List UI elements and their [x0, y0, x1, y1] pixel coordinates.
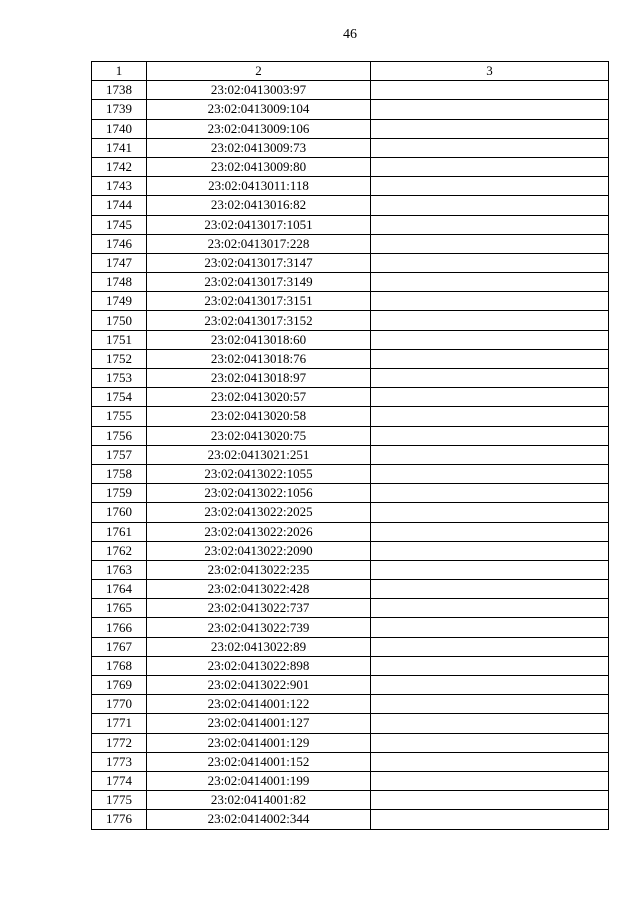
- row-number-cell: 1771: [92, 714, 147, 733]
- cadastral-number-cell: 23:02:0413022:1055: [147, 464, 371, 483]
- table-row: [92, 637, 609, 656]
- cadastral-number-cell: 23:02:0413009:104: [147, 100, 371, 119]
- cadastral-number-cell: 23:02:0413017:3149: [147, 273, 371, 292]
- cadastral-number-cell: 23:02:0413022:2026: [147, 522, 371, 541]
- table-row: [92, 215, 609, 234]
- table-row: [92, 791, 609, 810]
- table-row: [92, 541, 609, 560]
- note-cell: [371, 349, 609, 368]
- row-number-cell: 1758: [92, 464, 147, 483]
- cadastral-number-cell: 23:02:0413022:2090: [147, 541, 371, 560]
- row-number-cell: 1762: [92, 541, 147, 560]
- row-number-cell: 1774: [92, 771, 147, 790]
- cadastral-number-cell: 23:02:0413018:76: [147, 349, 371, 368]
- note-cell: [371, 599, 609, 618]
- row-number-cell: 1775: [92, 791, 147, 810]
- cadastral-number-cell: 23:02:0413022:737: [147, 599, 371, 618]
- row-number-cell: 1740: [92, 119, 147, 138]
- row-number-cell: 1741: [92, 138, 147, 157]
- table-row: [92, 349, 609, 368]
- note-cell: [371, 273, 609, 292]
- cadastral-number-cell: 23:02:0413017:1051: [147, 215, 371, 234]
- note-cell: [371, 369, 609, 388]
- table-row: [92, 733, 609, 752]
- row-number-cell: 1765: [92, 599, 147, 618]
- table-row: [92, 522, 609, 541]
- row-number-cell: 1749: [92, 292, 147, 311]
- note-cell: [371, 503, 609, 522]
- row-number-cell: 1767: [92, 637, 147, 656]
- cadastral-number-cell: 23:02:0413022:901: [147, 676, 371, 695]
- cadastral-number-cell: 23:02:0413017:228: [147, 234, 371, 253]
- note-cell: [371, 292, 609, 311]
- cadastral-number-cell: 23:02:0414001:199: [147, 771, 371, 790]
- row-number-cell: 1760: [92, 503, 147, 522]
- note-cell: [371, 810, 609, 829]
- cadastral-number-cell: 23:02:0413022:1056: [147, 484, 371, 503]
- cadastral-number-cell: 23:02:0413018:97: [147, 369, 371, 388]
- row-number-cell: 1748: [92, 273, 147, 292]
- table-header-row: [92, 62, 609, 81]
- cadastral-number-cell: 23:02:0413022:235: [147, 560, 371, 579]
- row-number-cell: 1738: [92, 81, 147, 100]
- row-number-cell: 1768: [92, 656, 147, 675]
- table-row: [92, 234, 609, 253]
- table-row: [92, 618, 609, 637]
- row-number-cell: 1753: [92, 369, 147, 388]
- cadastral-number-cell: 23:02:0414001:122: [147, 695, 371, 714]
- table-row: [92, 464, 609, 483]
- row-number-cell: 1766: [92, 618, 147, 637]
- cadastral-number-cell: 23:02:0413017:3151: [147, 292, 371, 311]
- cadastral-number-cell: 23:02:0413018:60: [147, 330, 371, 349]
- note-cell: [371, 560, 609, 579]
- note-cell: [371, 656, 609, 675]
- table-row: [92, 560, 609, 579]
- note-cell: [371, 253, 609, 272]
- table-row: [92, 714, 609, 733]
- table-row: [92, 177, 609, 196]
- page-number: 46: [343, 27, 357, 42]
- data-table: [91, 61, 609, 830]
- row-number-cell: 1764: [92, 580, 147, 599]
- cadastral-number-cell: 23:02:0413022:2025: [147, 503, 371, 522]
- cadastral-number-cell: 23:02:0413022:898: [147, 656, 371, 675]
- note-cell: [371, 100, 609, 119]
- cadastral-number-cell: 23:02:0413003:97: [147, 81, 371, 100]
- cadastral-number-cell: 23:02:0413022:89: [147, 637, 371, 656]
- cadastral-number-cell: 23:02:0413009:106: [147, 119, 371, 138]
- column-header-1: 1: [92, 62, 147, 81]
- row-number-cell: 1742: [92, 157, 147, 176]
- cadastral-number-cell: 23:02:0413016:82: [147, 196, 371, 215]
- table-row: [92, 695, 609, 714]
- cadastral-number-cell: 23:02:0414001:152: [147, 752, 371, 771]
- table-row: [92, 752, 609, 771]
- note-cell: [371, 388, 609, 407]
- cadastral-number-cell: 23:02:0413011:118: [147, 177, 371, 196]
- table-row: [92, 426, 609, 445]
- table-row: [92, 599, 609, 618]
- table-row: [92, 273, 609, 292]
- cadastral-number-cell: 23:02:0414001:82: [147, 791, 371, 810]
- table-row: [92, 157, 609, 176]
- table-row: [92, 771, 609, 790]
- table-row: [92, 138, 609, 157]
- row-number-cell: 1759: [92, 484, 147, 503]
- row-number-cell: 1751: [92, 330, 147, 349]
- cadastral-number-cell: 23:02:0413009:80: [147, 157, 371, 176]
- table-row: [92, 81, 609, 100]
- row-number-cell: 1776: [92, 810, 147, 829]
- table-row: [92, 100, 609, 119]
- cadastral-number-cell: 23:02:0413020:75: [147, 426, 371, 445]
- table-row: [92, 253, 609, 272]
- row-number-cell: 1739: [92, 100, 147, 119]
- row-number-cell: 1763: [92, 560, 147, 579]
- cadastral-number-cell: 23:02:0413022:739: [147, 618, 371, 637]
- row-number-cell: 1769: [92, 676, 147, 695]
- table-row: [92, 503, 609, 522]
- column-header-3: 3: [371, 62, 609, 81]
- note-cell: [371, 464, 609, 483]
- note-cell: [371, 157, 609, 176]
- row-number-cell: 1750: [92, 311, 147, 330]
- row-number-cell: 1746: [92, 234, 147, 253]
- note-cell: [371, 714, 609, 733]
- note-cell: [371, 695, 609, 714]
- table-row: [92, 580, 609, 599]
- row-number-cell: 1770: [92, 695, 147, 714]
- table-row: [92, 388, 609, 407]
- table-row: [92, 196, 609, 215]
- table-row: [92, 810, 609, 829]
- note-cell: [371, 81, 609, 100]
- table-row: [92, 311, 609, 330]
- row-number-cell: 1757: [92, 445, 147, 464]
- row-number-cell: 1773: [92, 752, 147, 771]
- note-cell: [371, 407, 609, 426]
- row-number-cell: 1756: [92, 426, 147, 445]
- table-row: [92, 676, 609, 695]
- note-cell: [371, 676, 609, 695]
- note-cell: [371, 733, 609, 752]
- table-row: [92, 119, 609, 138]
- cadastral-number-cell: 23:02:0414002:344: [147, 810, 371, 829]
- cadastral-number-cell: 23:02:0414001:127: [147, 714, 371, 733]
- cadastral-number-cell: 23:02:0413009:73: [147, 138, 371, 157]
- note-cell: [371, 522, 609, 541]
- row-number-cell: 1752: [92, 349, 147, 368]
- cadastral-number-cell: 23:02:0414001:129: [147, 733, 371, 752]
- column-header-2: 2: [147, 62, 371, 81]
- row-number-cell: 1747: [92, 253, 147, 272]
- cadastral-number-cell: 23:02:0413020:57: [147, 388, 371, 407]
- note-cell: [371, 541, 609, 560]
- note-cell: [371, 177, 609, 196]
- table-row: [92, 369, 609, 388]
- row-number-cell: 1754: [92, 388, 147, 407]
- note-cell: [371, 138, 609, 157]
- note-cell: [371, 445, 609, 464]
- table-row: [92, 445, 609, 464]
- row-number-cell: 1744: [92, 196, 147, 215]
- cadastral-number-cell: 23:02:0413022:428: [147, 580, 371, 599]
- table-row: [92, 484, 609, 503]
- note-cell: [371, 119, 609, 138]
- row-number-cell: 1761: [92, 522, 147, 541]
- table-row: [92, 656, 609, 675]
- table-row: [92, 330, 609, 349]
- row-number-cell: 1755: [92, 407, 147, 426]
- note-cell: [371, 791, 609, 810]
- note-cell: [371, 234, 609, 253]
- table-row: [92, 292, 609, 311]
- note-cell: [371, 618, 609, 637]
- note-cell: [371, 484, 609, 503]
- note-cell: [371, 196, 609, 215]
- cadastral-number-cell: 23:02:0413021:251: [147, 445, 371, 464]
- table-body: [92, 62, 609, 830]
- row-number-cell: 1745: [92, 215, 147, 234]
- note-cell: [371, 580, 609, 599]
- row-number-cell: 1772: [92, 733, 147, 752]
- note-cell: [371, 215, 609, 234]
- note-cell: [371, 426, 609, 445]
- table-row: [92, 407, 609, 426]
- cadastral-number-cell: 23:02:0413017:3152: [147, 311, 371, 330]
- row-number-cell: 1743: [92, 177, 147, 196]
- note-cell: [371, 311, 609, 330]
- note-cell: [371, 637, 609, 656]
- cadastral-number-cell: 23:02:0413017:3147: [147, 253, 371, 272]
- cadastral-number-cell: 23:02:0413020:58: [147, 407, 371, 426]
- note-cell: [371, 752, 609, 771]
- note-cell: [371, 771, 609, 790]
- note-cell: [371, 330, 609, 349]
